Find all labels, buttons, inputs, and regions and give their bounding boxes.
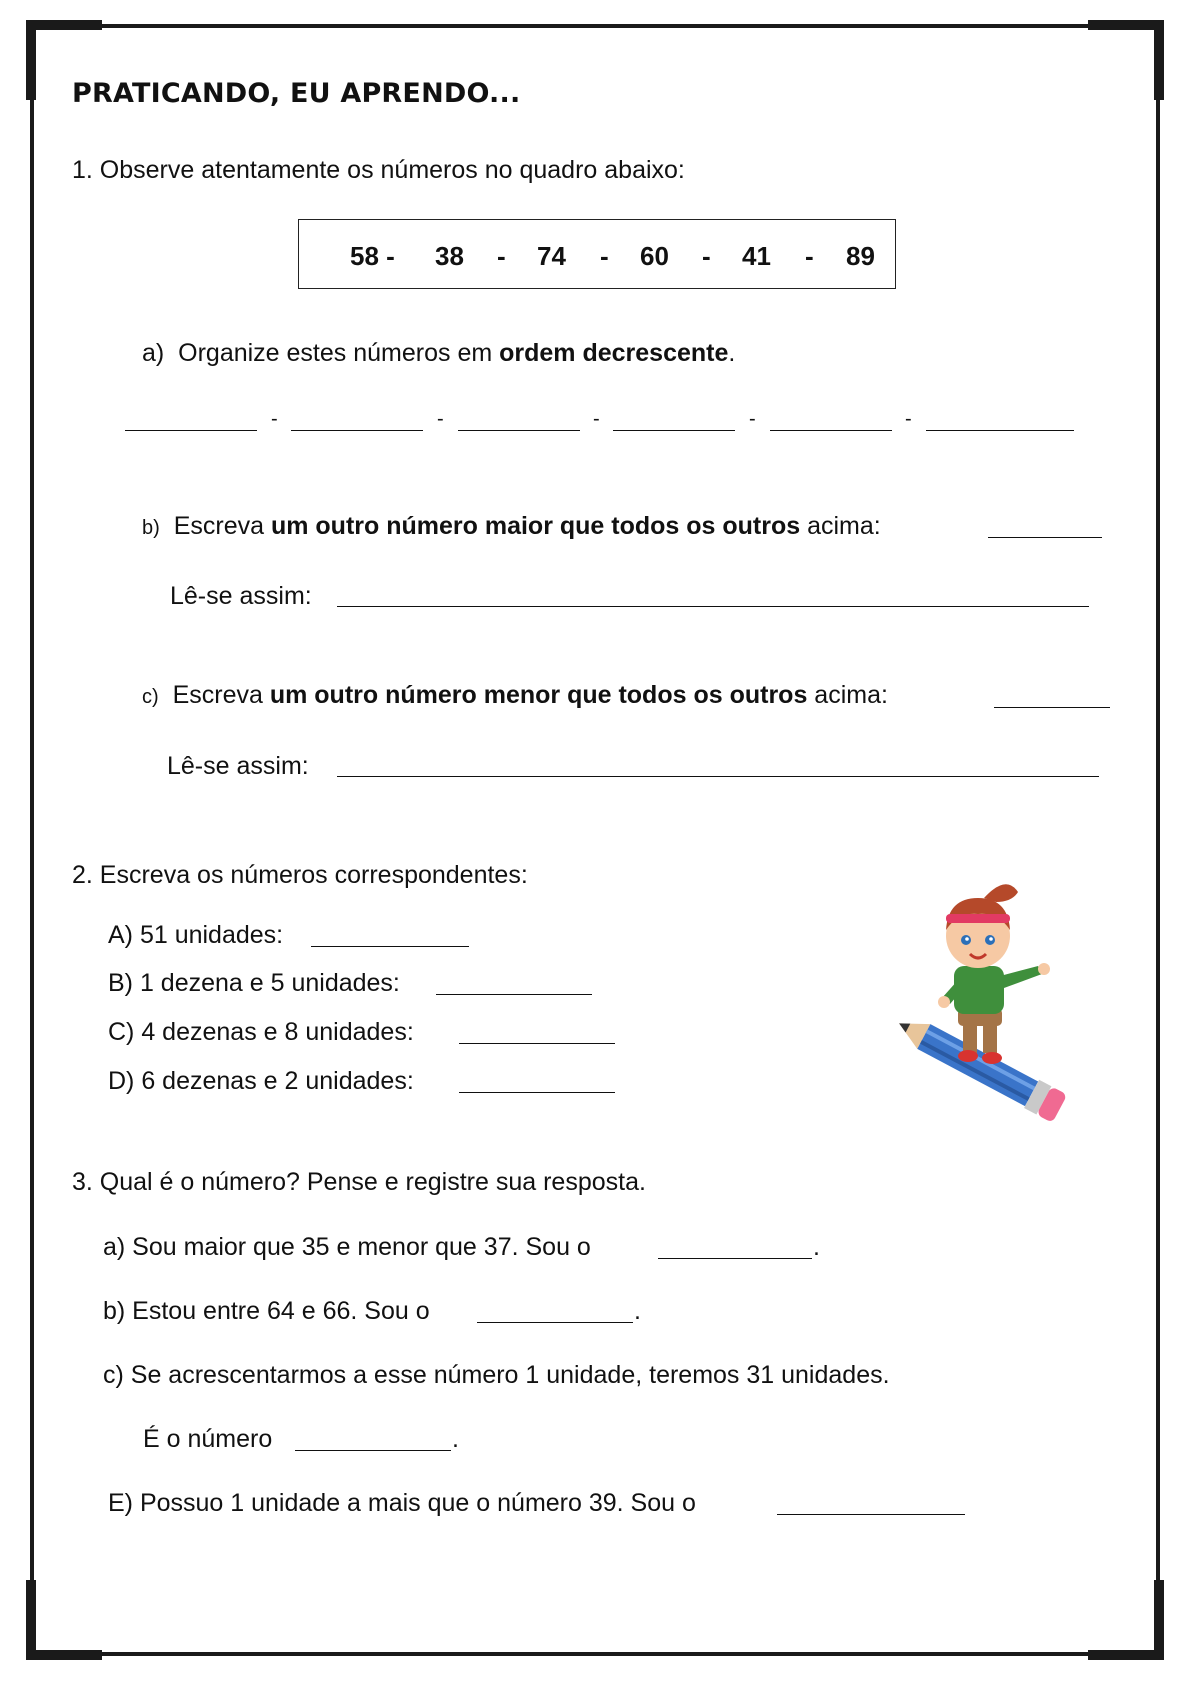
q3b-answer-blank[interactable] bbox=[477, 1322, 633, 1323]
q3a-answer-blank[interactable] bbox=[658, 1258, 812, 1259]
q2-item-c: C) 4 dezenas e 8 unidades: bbox=[108, 1018, 414, 1046]
q2-prompt: 2. Escreva os números correspondentes: bbox=[72, 861, 528, 889]
number-sep: - bbox=[702, 241, 711, 271]
q1b-pre: Escreva bbox=[173, 512, 271, 540]
q1b-letter: b) bbox=[142, 517, 160, 539]
number-sep: - bbox=[600, 241, 609, 271]
q1b-read-blank[interactable] bbox=[337, 606, 1089, 607]
number-89: 89 bbox=[846, 241, 875, 271]
blank-separator: - bbox=[593, 408, 600, 430]
answer-blank-1[interactable] bbox=[125, 430, 257, 431]
q3c-period: . bbox=[452, 1425, 459, 1453]
q1b-text bbox=[142, 511, 881, 543]
q2-item-b: B) 1 dezena e 5 unidades: bbox=[108, 969, 400, 997]
pencil-image bbox=[892, 1009, 1068, 1123]
q1c-post: acima: bbox=[807, 681, 888, 709]
q1c-text bbox=[142, 680, 888, 712]
q1c-read-label: Lê-se assim: bbox=[167, 752, 309, 780]
frame-corner-bottom-right bbox=[1088, 1650, 1164, 1660]
q2d-answer-blank[interactable] bbox=[459, 1092, 615, 1093]
answer-blank-5[interactable] bbox=[770, 430, 892, 431]
q1b-read-label: Lê-se assim: bbox=[170, 582, 312, 610]
q1a-pre: Organize estes números em bbox=[178, 339, 500, 367]
q1a-post: . bbox=[728, 339, 736, 367]
frame-corner-top-left-v bbox=[26, 20, 36, 100]
number-41: 41 bbox=[742, 241, 771, 271]
q1a-letter: a) bbox=[142, 339, 165, 367]
q1b-answer-blank[interactable] bbox=[988, 537, 1102, 538]
answer-blank-2[interactable] bbox=[291, 430, 423, 431]
q1c-pre: Escreva bbox=[172, 681, 270, 709]
answer-blank-6[interactable] bbox=[926, 430, 1074, 431]
q3c-answer-blank[interactable] bbox=[295, 1450, 451, 1451]
q1-prompt: 1. Observe atentamente os números no quadro abaixo: bbox=[72, 156, 685, 184]
number-74: 74 bbox=[537, 241, 566, 271]
frame-corner-bottom-left-v bbox=[26, 1580, 36, 1660]
answer-blank-4[interactable] bbox=[613, 430, 735, 431]
q3-item-c-continued: É o número bbox=[143, 1425, 273, 1453]
number-60: 60 bbox=[640, 241, 669, 271]
answer-blank-3[interactable] bbox=[458, 430, 580, 431]
q1a-bold: ordem decrescente bbox=[499, 339, 729, 367]
q2c-answer-blank[interactable] bbox=[459, 1043, 615, 1044]
frame-corner-top-right-v bbox=[1154, 20, 1164, 100]
q3-prompt: 3. Qual é o número? Pense e registre sua resposta. bbox=[72, 1168, 646, 1196]
blank-separator: - bbox=[749, 408, 756, 430]
q2-item-d: D) 6 dezenas e 2 unidades: bbox=[108, 1067, 414, 1095]
number-38: 38 bbox=[435, 241, 464, 271]
q1c-letter: c) bbox=[142, 686, 159, 708]
q2b-answer-blank[interactable] bbox=[436, 994, 592, 995]
q1a-text bbox=[142, 338, 735, 368]
q3-item-b: b) Estou entre 64 e 66. Sou o bbox=[103, 1297, 430, 1325]
page-title: PRATICANDO, EU APRENDO... bbox=[72, 78, 521, 109]
blank-separator: - bbox=[271, 408, 278, 430]
q3-item-a: a) Sou maior que 35 e menor que 37. Sou o bbox=[103, 1233, 591, 1261]
frame-corner-top-left bbox=[26, 20, 102, 30]
blank-separator: - bbox=[905, 408, 912, 430]
number-sep: - bbox=[497, 241, 506, 271]
frame-corner-top-right bbox=[1088, 20, 1164, 30]
q1c-bold: um outro número menor que todos os outros bbox=[269, 681, 808, 709]
frame-corner-bottom-left bbox=[26, 1650, 102, 1660]
q3b-period: . bbox=[634, 1297, 641, 1325]
q1b-bold: um outro número maior que todos os outros bbox=[270, 512, 801, 540]
q1c-read-blank[interactable] bbox=[337, 776, 1099, 777]
q3e-answer-blank[interactable] bbox=[777, 1514, 965, 1515]
frame-corner-bottom-right-v bbox=[1154, 1580, 1164, 1660]
girl-on-pencil-illustration bbox=[888, 868, 1078, 1130]
q2-item-a: A) 51 unidades: bbox=[108, 921, 284, 949]
q1c-answer-blank[interactable] bbox=[994, 707, 1110, 708]
q3a-period: . bbox=[813, 1233, 820, 1261]
q3-item-c: c) Se acrescentarmos a esse número 1 unidade, teremos 31 unidades. bbox=[103, 1361, 890, 1389]
blank-separator: - bbox=[437, 408, 444, 430]
number-58: 58 - bbox=[350, 241, 395, 271]
number-sep: - bbox=[805, 241, 814, 271]
q3-item-e: E) Possuo 1 unidade a mais que o número 39. Sou o bbox=[108, 1489, 696, 1517]
q2a-answer-blank[interactable] bbox=[311, 946, 469, 947]
q1b-post: acima: bbox=[800, 512, 881, 540]
